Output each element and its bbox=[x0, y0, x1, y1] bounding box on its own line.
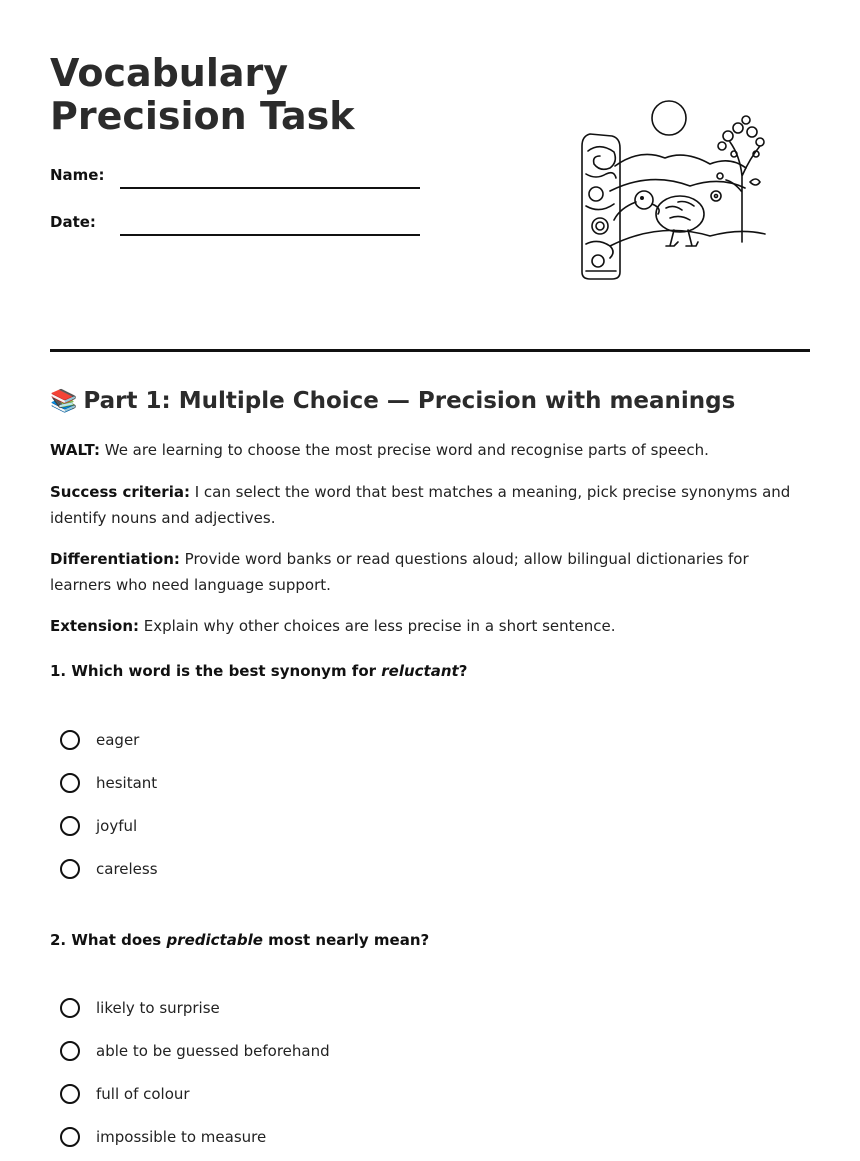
walt-paragraph bbox=[50, 437, 810, 463]
question-1-emphasis: reluctant bbox=[381, 662, 459, 680]
success-criteria-label: Success criteria: bbox=[50, 483, 190, 501]
carved-pou bbox=[582, 134, 620, 279]
radio-button[interactable] bbox=[60, 998, 80, 1018]
question-2-prefix: 2. What does bbox=[50, 931, 167, 949]
question-2-suffix: most nearly mean? bbox=[262, 931, 430, 949]
radio-button[interactable] bbox=[60, 816, 80, 836]
question-2 bbox=[50, 931, 429, 949]
radio-button[interactable] bbox=[60, 859, 80, 879]
q1-option-careless[interactable] bbox=[60, 856, 158, 882]
kiwi-pou-landscape-illustration bbox=[570, 96, 770, 286]
option-label: likely to surprise bbox=[96, 999, 220, 1017]
radio-button[interactable] bbox=[60, 1041, 80, 1061]
differentiation-text: Provide word banks or read questions aloud; allow bilingual dictionaries for learners who need language support. bbox=[50, 550, 749, 594]
page-title: Vocabulary Precision Task bbox=[50, 51, 355, 138]
differentiation-label: Differentiation: bbox=[50, 550, 180, 568]
option-label: impossible to measure bbox=[96, 1128, 267, 1146]
option-label: able to be guessed beforehand bbox=[96, 1042, 330, 1060]
success-criteria-paragraph bbox=[50, 479, 810, 531]
question-1 bbox=[50, 662, 467, 680]
pohutukawa-tree bbox=[717, 116, 764, 242]
section-divider bbox=[50, 349, 810, 352]
radio-button[interactable] bbox=[60, 773, 80, 793]
q1-option-joyful[interactable] bbox=[60, 813, 137, 839]
q2-option-likely-to-surprise[interactable] bbox=[60, 995, 220, 1021]
option-label: joyful bbox=[96, 817, 138, 835]
option-label: eager bbox=[96, 731, 140, 749]
extension-text: Explain why other choices are less precise in a short sentence. bbox=[139, 617, 616, 635]
question-1-suffix: ? bbox=[458, 662, 468, 680]
name-label: Name: bbox=[50, 166, 105, 184]
date-label: Date: bbox=[50, 213, 96, 231]
date-field[interactable] bbox=[120, 234, 420, 236]
q2-option-impossible-to-measure[interactable] bbox=[60, 1124, 266, 1150]
radio-button[interactable] bbox=[60, 1084, 80, 1104]
books-icon: 📚 bbox=[50, 389, 78, 414]
part1-heading bbox=[50, 388, 735, 414]
option-label: careless bbox=[96, 860, 158, 878]
q2-option-guessed-beforehand[interactable] bbox=[60, 1038, 330, 1064]
q2-option-full-of-colour[interactable] bbox=[60, 1081, 190, 1107]
option-label: hesitant bbox=[96, 774, 158, 792]
q1-option-eager[interactable] bbox=[60, 727, 139, 753]
walt-text: We are learning to choose the most precise word and recognise parts of speech. bbox=[99, 441, 709, 459]
part1-heading-text: Part 1: Multiple Choice — Precision with meanings bbox=[83, 388, 736, 414]
sun-icon bbox=[652, 101, 686, 135]
extension-label: Extension: bbox=[50, 617, 139, 635]
radio-button[interactable] bbox=[60, 730, 80, 750]
walt-label: WALT: bbox=[50, 441, 100, 459]
differentiation-paragraph bbox=[50, 546, 810, 598]
name-field[interactable] bbox=[120, 187, 420, 189]
option-label: full of colour bbox=[96, 1085, 190, 1103]
question-2-emphasis: predictable bbox=[166, 931, 263, 949]
hills bbox=[615, 154, 746, 168]
extension-paragraph bbox=[50, 613, 810, 639]
success-criteria-text: I can select the word that best matches a meaning, pick precise synonyms and identify nouns and adjectives. bbox=[50, 483, 791, 527]
question-1-prefix: 1. Which word is the best synonym for bbox=[50, 662, 382, 680]
q1-option-hesitant[interactable] bbox=[60, 770, 157, 796]
radio-button[interactable] bbox=[60, 1127, 80, 1147]
